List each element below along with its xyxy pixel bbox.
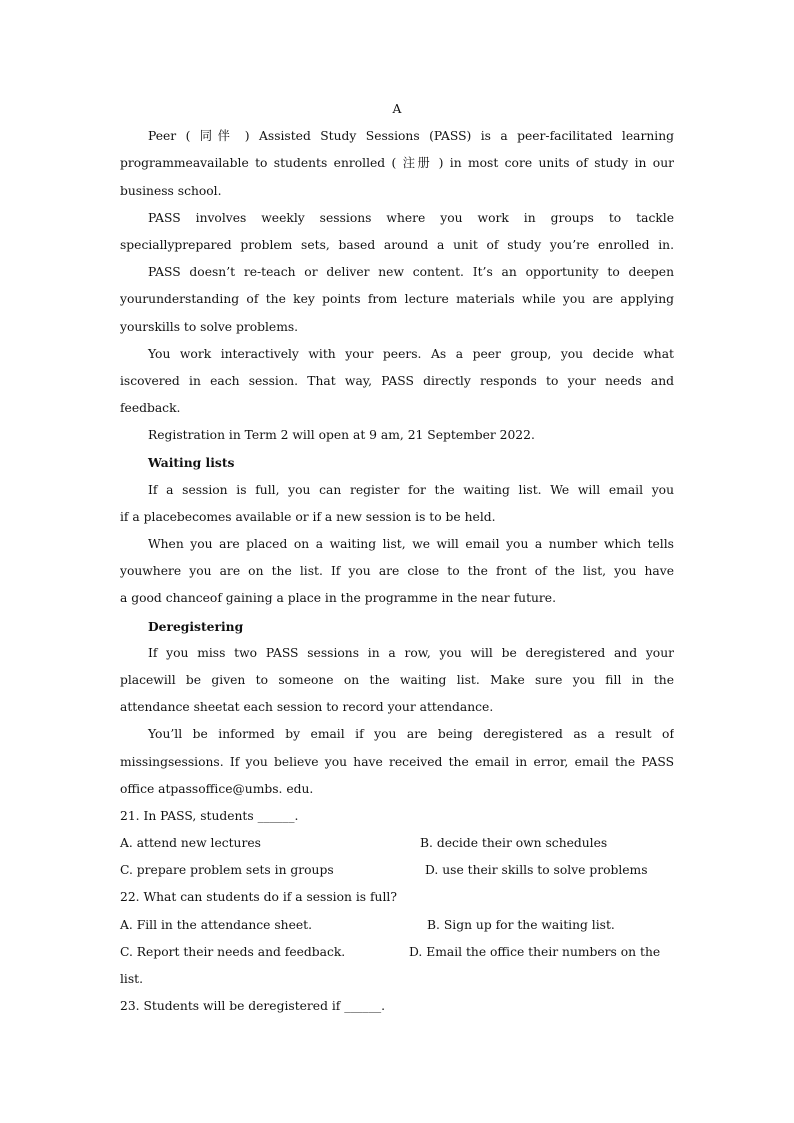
question-23-stem: 23. Students will be deregistered if ______. [120, 999, 386, 1014]
question-21-options-row-2 [120, 857, 674, 884]
question-22-options-row-2 [120, 939, 674, 966]
question-22-option-d-continued: list. [120, 972, 144, 986]
paragraph-waiting-number: When you are placed on a waiting list, we will email you a number which tells youwhere you are on the list. If you are close to the front of the list, you have a good chanceof gaining a place in the programme in the near future. [120, 537, 674, 606]
heading-waiting-lists: Waiting lists [148, 455, 235, 471]
document-body [120, 96, 674, 1020]
paragraph-waiting-full: If a session is full, you can register for the waiting list. We will email you if a placebecomes available or if a new session is to be held. [120, 482, 674, 524]
question-22-options-row-1 [120, 912, 674, 939]
paragraph-dereg-email: You’ll be informed by email if you are being deregistered as a result of missingsessions. If you believe you have received the email in error, email the PASS office atpassoffice@umbs. edu. [120, 727, 674, 796]
paragraph-dereg-miss: If you miss two PASS sessions in a row, you will be deregistered and your placewill be given to someone on the waiting list. Make sure you fill in the attendance sheetat each session to record your attendance. [120, 645, 674, 715]
paragraph-intro: Peer ( 同伴 ) Assisted Study Sessions (PASS) is a peer-facilitated learning programmeavailable to students enrolled ( 注册 ) in most core units of study in our business school. [120, 129, 674, 198]
section-title: A [392, 102, 402, 116]
question-22-option-c: C. Report their needs and feedback. [120, 944, 346, 959]
question-22-option-a: A. Fill in the attendance sheet. [120, 917, 312, 932]
question-21-option-a: A. attend new lectures [120, 836, 261, 851]
paragraph-peers: You work interactively with your peers. As a peer group, you decide what iscovered in each session. That way, PASS directly responds to your needs and feedback. [120, 346, 674, 416]
question-21-option-b: B. decide their own schedules [420, 836, 608, 851]
question-21-stem: 21. In PASS, students ______. [120, 808, 299, 823]
question-21-option-c: C. prepare problem sets in groups [120, 863, 334, 878]
question-21-option-d: D. use their skills to solve problems [425, 863, 648, 878]
heading-deregistering: Deregistering [148, 618, 244, 634]
question-22-option-d: D. Email the office their numbers on the [409, 944, 661, 959]
paragraph-involves: PASS involves weekly sessions where you work in groups to tackle speciallyprepared problem sets, based around a unit of study you’re enrolled in. [120, 210, 674, 252]
question-22-stem: 22. What can students do if a session is full? [120, 890, 397, 905]
paragraph-registration: Registration in Term 2 will open at 9 am, 21 September 2022. [148, 428, 535, 443]
question-21-options-row-1 [120, 830, 674, 857]
question-22-option-b: B. Sign up for the waiting list. [427, 917, 615, 932]
paragraph-content: PASS doesn’t re-teach or deliver new content. It’s an opportunity to deepen yourunderstanding of the key points from lecture materials while you are applying yourskills to solve problems. [120, 265, 674, 334]
